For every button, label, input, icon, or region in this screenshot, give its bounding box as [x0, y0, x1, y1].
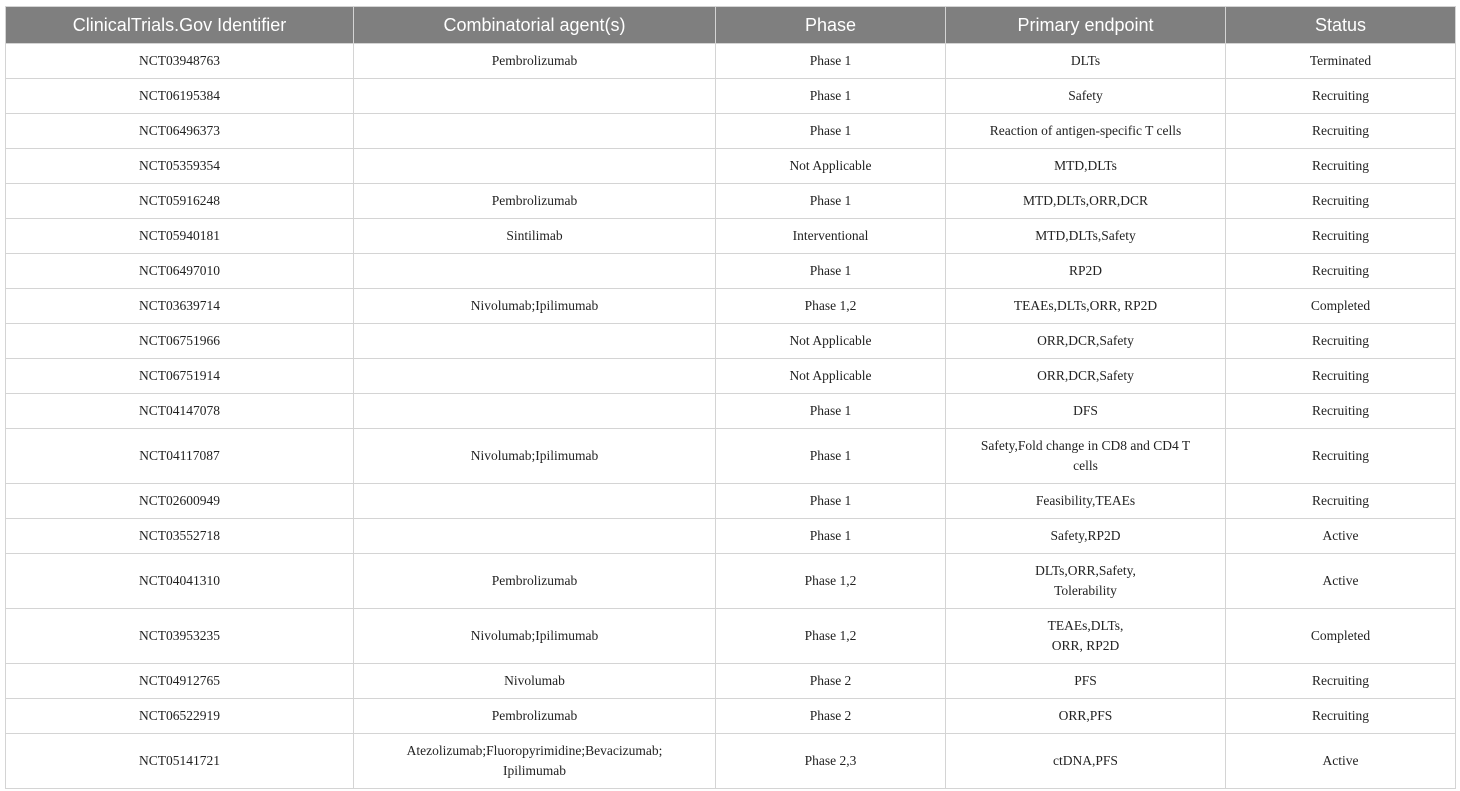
cell-identifier: NCT05940181 — [6, 219, 354, 254]
cell-phase: Phase 1 — [716, 394, 946, 429]
table-row — [6, 79, 1456, 114]
cell-identifier: NCT03948763 — [6, 44, 354, 79]
cell-identifier: NCT06751966 — [6, 324, 354, 359]
cell-phase: Phase 2,3 — [716, 734, 946, 789]
cell-agents — [354, 484, 716, 519]
cell-endpoint: RP2D — [946, 254, 1226, 289]
cell-endpoint: Reaction of antigen-specific T cells — [946, 114, 1226, 149]
cell-endpoint: MTD,DLTs,Safety — [946, 219, 1226, 254]
column-header-status: Status — [1226, 7, 1456, 44]
cell-phase: Phase 1 — [716, 184, 946, 219]
cell-identifier: NCT04041310 — [6, 554, 354, 609]
cell-endpoint: ORR,PFS — [946, 699, 1226, 734]
cell-agents: Atezolizumab;Fluoropyrimidine;Bevacizumab; Ipilimumab — [354, 734, 716, 789]
column-header-agents: Combinatorial agent(s) — [354, 7, 716, 44]
cell-agents — [354, 519, 716, 554]
cell-agents: Pembrolizumab — [354, 44, 716, 79]
cell-identifier: NCT05359354 — [6, 149, 354, 184]
cell-status: Recruiting — [1226, 664, 1456, 699]
cell-status: Recruiting — [1226, 149, 1456, 184]
cell-status: Recruiting — [1226, 699, 1456, 734]
cell-identifier: NCT05916248 — [6, 184, 354, 219]
table-row — [6, 699, 1456, 734]
cell-phase: Phase 1 — [716, 429, 946, 484]
cell-status: Terminated — [1226, 44, 1456, 79]
table-row — [6, 324, 1456, 359]
table-row — [6, 44, 1456, 79]
table-row — [6, 289, 1456, 324]
cell-status: Active — [1226, 519, 1456, 554]
cell-endpoint: MTD,DLTs — [946, 149, 1226, 184]
table-row — [6, 114, 1456, 149]
cell-phase: Phase 2 — [716, 664, 946, 699]
cell-endpoint: Feasibility,TEAEs — [946, 484, 1226, 519]
table-row — [6, 519, 1456, 554]
cell-phase: Not Applicable — [716, 359, 946, 394]
cell-identifier: NCT05141721 — [6, 734, 354, 789]
cell-identifier: NCT04147078 — [6, 394, 354, 429]
column-header-phase: Phase — [716, 7, 946, 44]
cell-phase: Phase 2 — [716, 699, 946, 734]
column-header-endpoint: Primary endpoint — [946, 7, 1226, 44]
cell-identifier: NCT06522919 — [6, 699, 354, 734]
cell-agents: Nivolumab;Ipilimumab — [354, 609, 716, 664]
cell-phase: Phase 1,2 — [716, 289, 946, 324]
cell-phase: Not Applicable — [716, 324, 946, 359]
cell-agents — [354, 394, 716, 429]
table-row — [6, 359, 1456, 394]
table-row — [6, 394, 1456, 429]
cell-agents — [354, 324, 716, 359]
cell-endpoint: MTD,DLTs,ORR,DCR — [946, 184, 1226, 219]
cell-agents — [354, 254, 716, 289]
cell-status: Completed — [1226, 289, 1456, 324]
cell-identifier: NCT04117087 — [6, 429, 354, 484]
table-row — [6, 254, 1456, 289]
cell-identifier: NCT06496373 — [6, 114, 354, 149]
cell-phase: Phase 1 — [716, 519, 946, 554]
cell-endpoint: ORR,DCR,Safety — [946, 324, 1226, 359]
cell-identifier: NCT02600949 — [6, 484, 354, 519]
cell-endpoint: Safety — [946, 79, 1226, 114]
cell-status: Recruiting — [1226, 184, 1456, 219]
cell-endpoint: PFS — [946, 664, 1226, 699]
cell-identifier: NCT03953235 — [6, 609, 354, 664]
table-row — [6, 149, 1456, 184]
cell-identifier: NCT06751914 — [6, 359, 354, 394]
cell-agents: Nivolumab;Ipilimumab — [354, 429, 716, 484]
table-row — [6, 664, 1456, 699]
cell-status: Recruiting — [1226, 359, 1456, 394]
cell-status: Active — [1226, 734, 1456, 789]
cell-status: Recruiting — [1226, 219, 1456, 254]
cell-agents — [354, 114, 716, 149]
cell-identifier: NCT03552718 — [6, 519, 354, 554]
cell-phase: Phase 1 — [716, 484, 946, 519]
cell-phase: Phase 1 — [716, 254, 946, 289]
cell-identifier: NCT04912765 — [6, 664, 354, 699]
cell-status: Recruiting — [1226, 324, 1456, 359]
cell-status: Active — [1226, 554, 1456, 609]
cell-endpoint: DLTs — [946, 44, 1226, 79]
table-row — [6, 484, 1456, 519]
cell-phase: Phase 1 — [716, 114, 946, 149]
cell-phase: Phase 1 — [716, 79, 946, 114]
clinical-trials-table — [5, 6, 1456, 789]
cell-status: Recruiting — [1226, 429, 1456, 484]
cell-endpoint: DLTs,ORR,Safety, Tolerability — [946, 554, 1226, 609]
cell-status: Recruiting — [1226, 254, 1456, 289]
cell-status: Recruiting — [1226, 394, 1456, 429]
cell-endpoint: ORR,DCR,Safety — [946, 359, 1226, 394]
cell-identifier: NCT06195384 — [6, 79, 354, 114]
table-row — [6, 554, 1456, 609]
cell-endpoint: TEAEs,DLTs,ORR, RP2D — [946, 289, 1226, 324]
cell-agents — [354, 149, 716, 184]
header-row — [6, 7, 1456, 44]
cell-phase: Phase 1,2 — [716, 554, 946, 609]
cell-status: Recruiting — [1226, 484, 1456, 519]
cell-status: Completed — [1226, 609, 1456, 664]
cell-phase: Interventional — [716, 219, 946, 254]
cell-agents: Pembrolizumab — [354, 699, 716, 734]
table-row — [6, 429, 1456, 484]
cell-endpoint: ctDNA,PFS — [946, 734, 1226, 789]
cell-agents: Nivolumab;Ipilimumab — [354, 289, 716, 324]
cell-agents: Sintilimab — [354, 219, 716, 254]
table-row — [6, 184, 1456, 219]
cell-agents: Nivolumab — [354, 664, 716, 699]
cell-agents: Pembrolizumab — [354, 554, 716, 609]
table-row — [6, 219, 1456, 254]
cell-identifier: NCT03639714 — [6, 289, 354, 324]
cell-status: Recruiting — [1226, 79, 1456, 114]
cell-phase: Phase 1,2 — [716, 609, 946, 664]
column-header-identifier: ClinicalTrials.Gov Identifier — [6, 7, 354, 44]
cell-phase: Not Applicable — [716, 149, 946, 184]
cell-endpoint: Safety,RP2D — [946, 519, 1226, 554]
cell-agents — [354, 79, 716, 114]
cell-identifier: NCT06497010 — [6, 254, 354, 289]
cell-endpoint: Safety,Fold change in CD8 and CD4 T cells — [946, 429, 1226, 484]
cell-agents — [354, 359, 716, 394]
cell-status: Recruiting — [1226, 114, 1456, 149]
table-row — [6, 609, 1456, 664]
cell-endpoint: DFS — [946, 394, 1226, 429]
cell-phase: Phase 1 — [716, 44, 946, 79]
cell-endpoint: TEAEs,DLTs, ORR, RP2D — [946, 609, 1226, 664]
cell-agents: Pembrolizumab — [354, 184, 716, 219]
table-row — [6, 734, 1456, 789]
